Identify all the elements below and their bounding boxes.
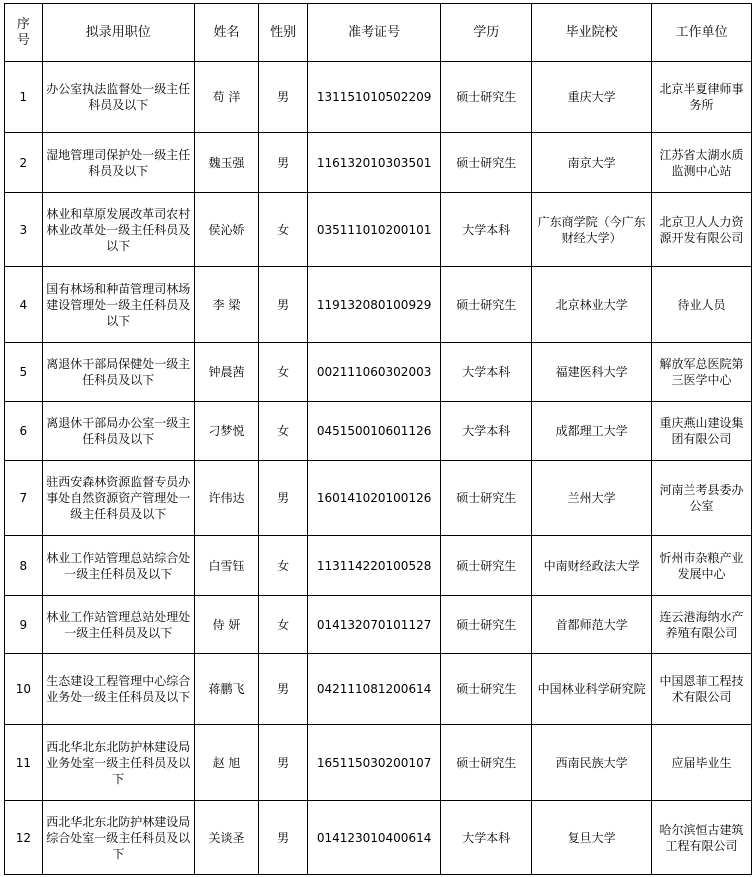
cell-employer: 北京半夏律师事务所 <box>652 62 752 133</box>
cell-school: 重庆大学 <box>532 62 652 133</box>
header-education: 学历 <box>441 4 532 62</box>
cell-employer: 哈尔滨恒古建筑工程有限公司 <box>652 801 752 875</box>
cell-gender: 女 <box>259 343 308 402</box>
header-school: 毕业院校 <box>532 4 652 62</box>
cell-position: 离退休干部局保健处一级主任科员及以下 <box>42 343 194 402</box>
cell-exam-no: 014123010400614 <box>308 801 441 875</box>
cell-name: 白雪钰 <box>194 536 258 596</box>
cell-education: 硕士研究生 <box>441 267 532 343</box>
cell-gender: 男 <box>259 133 308 193</box>
header-no: 序号 <box>5 4 43 62</box>
table-row <box>5 133 752 193</box>
cell-position: 生态建设工程管理中心综合业务处一级主任科员及以下 <box>42 654 194 725</box>
cell-employer: 应届毕业生 <box>652 725 752 801</box>
cell-exam-no: 131151010502209 <box>308 62 441 133</box>
cell-position: 湿地管理司保护处一级主任科员及以下 <box>42 133 194 193</box>
cell-exam-no: 119132080100929 <box>308 267 441 343</box>
cell-education: 硕士研究生 <box>441 536 532 596</box>
header-exam-no: 准考证号 <box>308 4 441 62</box>
cell-education: 硕士研究生 <box>441 133 532 193</box>
cell-name: 关谈圣 <box>194 801 258 875</box>
cell-gender: 女 <box>259 193 308 267</box>
recruitment-table <box>4 3 752 875</box>
header-name: 姓名 <box>194 4 258 62</box>
cell-no: 8 <box>5 536 43 596</box>
cell-position: 国有林场和种苗管理司林场建设管理处一级主任科员及以下 <box>42 267 194 343</box>
cell-position: 西北华北东北防护林建设局综合处室一级主任科员及以下 <box>42 801 194 875</box>
cell-education: 硕士研究生 <box>441 654 532 725</box>
table-row <box>5 193 752 267</box>
cell-school: 西南民族大学 <box>532 725 652 801</box>
cell-school: 兰州大学 <box>532 461 652 536</box>
cell-employer: 江苏省太湖水质监测中心站 <box>652 133 752 193</box>
table-row <box>5 596 752 654</box>
cell-exam-no: 014132070101127 <box>308 596 441 654</box>
cell-school: 成都理工大学 <box>532 402 652 461</box>
cell-name: 刁梦悦 <box>194 402 258 461</box>
table-row <box>5 801 752 875</box>
cell-employer: 忻州市杂粮产业发展中心 <box>652 536 752 596</box>
cell-education: 大学本科 <box>441 193 532 267</box>
cell-exam-no: 002111060302003 <box>308 343 441 402</box>
cell-no: 3 <box>5 193 43 267</box>
cell-employer: 北京卫人人力资源开发有限公司 <box>652 193 752 267</box>
header-gender: 性别 <box>259 4 308 62</box>
cell-no: 9 <box>5 596 43 654</box>
cell-position: 林业工作站管理总站处理处一级主任科员及以下 <box>42 596 194 654</box>
cell-no: 1 <box>5 62 43 133</box>
cell-gender: 男 <box>259 267 308 343</box>
cell-name: 许伟达 <box>194 461 258 536</box>
cell-gender: 男 <box>259 801 308 875</box>
cell-exam-no: 113114220100528 <box>308 536 441 596</box>
cell-education: 大学本科 <box>441 402 532 461</box>
cell-education: 大学本科 <box>441 343 532 402</box>
cell-position: 离退休干部局办公室一级主任科员及以下 <box>42 402 194 461</box>
cell-no: 2 <box>5 133 43 193</box>
cell-education: 大学本科 <box>441 801 532 875</box>
cell-exam-no: 165115030200107 <box>308 725 441 801</box>
table-row <box>5 402 752 461</box>
cell-employer: 待业人员 <box>652 267 752 343</box>
cell-name: 侍 妍 <box>194 596 258 654</box>
table-row <box>5 62 752 133</box>
cell-gender: 女 <box>259 596 308 654</box>
cell-school: 复旦大学 <box>532 801 652 875</box>
cell-employer: 解放军总医院第三医学中心 <box>652 343 752 402</box>
cell-gender: 男 <box>259 654 308 725</box>
cell-gender: 女 <box>259 402 308 461</box>
cell-employer: 连云港海纳水产养殖有限公司 <box>652 596 752 654</box>
cell-name: 蒋鹏飞 <box>194 654 258 725</box>
cell-name: 苟 洋 <box>194 62 258 133</box>
cell-employer: 重庆燕山建设集团有限公司 <box>652 402 752 461</box>
cell-exam-no: 116132010303501 <box>308 133 441 193</box>
cell-name: 钟晨茜 <box>194 343 258 402</box>
header-position: 拟录用职位 <box>42 4 194 62</box>
cell-position: 林业和草原发展改革司农村林业改革处一级主任科员及以下 <box>42 193 194 267</box>
cell-no: 11 <box>5 725 43 801</box>
cell-gender: 女 <box>259 536 308 596</box>
cell-exam-no: 042111081200614 <box>308 654 441 725</box>
cell-education: 硕士研究生 <box>441 461 532 536</box>
cell-school: 南京大学 <box>532 133 652 193</box>
cell-education: 硕士研究生 <box>441 62 532 133</box>
cell-education: 硕士研究生 <box>441 725 532 801</box>
cell-position: 西北华北东北防护林建设局业务处室一级主任科员及以下 <box>42 725 194 801</box>
cell-name: 赵 旭 <box>194 725 258 801</box>
table-row <box>5 536 752 596</box>
cell-no: 5 <box>5 343 43 402</box>
cell-gender: 男 <box>259 461 308 536</box>
cell-gender: 男 <box>259 725 308 801</box>
cell-exam-no: 160141020100126 <box>308 461 441 536</box>
cell-education: 硕士研究生 <box>441 596 532 654</box>
table-row <box>5 461 752 536</box>
table-row <box>5 267 752 343</box>
cell-no: 6 <box>5 402 43 461</box>
header-employer: 工作单位 <box>652 4 752 62</box>
cell-school: 福建医科大学 <box>532 343 652 402</box>
table-row <box>5 654 752 725</box>
cell-position: 林业工作站管理总站综合处一级主任科员及以下 <box>42 536 194 596</box>
cell-school: 广东商学院（今广东财经大学） <box>532 193 652 267</box>
cell-school: 中国林业科学研究院 <box>532 654 652 725</box>
cell-name: 魏玉强 <box>194 133 258 193</box>
cell-no: 7 <box>5 461 43 536</box>
cell-school: 中南财经政法大学 <box>532 536 652 596</box>
cell-school: 北京林业大学 <box>532 267 652 343</box>
cell-name: 侯沁娇 <box>194 193 258 267</box>
table-row <box>5 725 752 801</box>
cell-no: 4 <box>5 267 43 343</box>
cell-employer: 河南兰考县委办公室 <box>652 461 752 536</box>
table-row <box>5 343 752 402</box>
cell-gender: 男 <box>259 62 308 133</box>
cell-exam-no: 035111010200101 <box>308 193 441 267</box>
cell-name: 李 梁 <box>194 267 258 343</box>
cell-employer: 中国恩菲工程技术有限公司 <box>652 654 752 725</box>
cell-school: 首都师范大学 <box>532 596 652 654</box>
cell-exam-no: 045150010601126 <box>308 402 441 461</box>
cell-position: 驻西安森林资源监督专员办事处自然资源资产管理处一级主任科员及以下 <box>42 461 194 536</box>
cell-no: 12 <box>5 801 43 875</box>
table-header-row <box>5 4 752 62</box>
cell-position: 办公室执法监督处一级主任科员及以下 <box>42 62 194 133</box>
cell-no: 10 <box>5 654 43 725</box>
